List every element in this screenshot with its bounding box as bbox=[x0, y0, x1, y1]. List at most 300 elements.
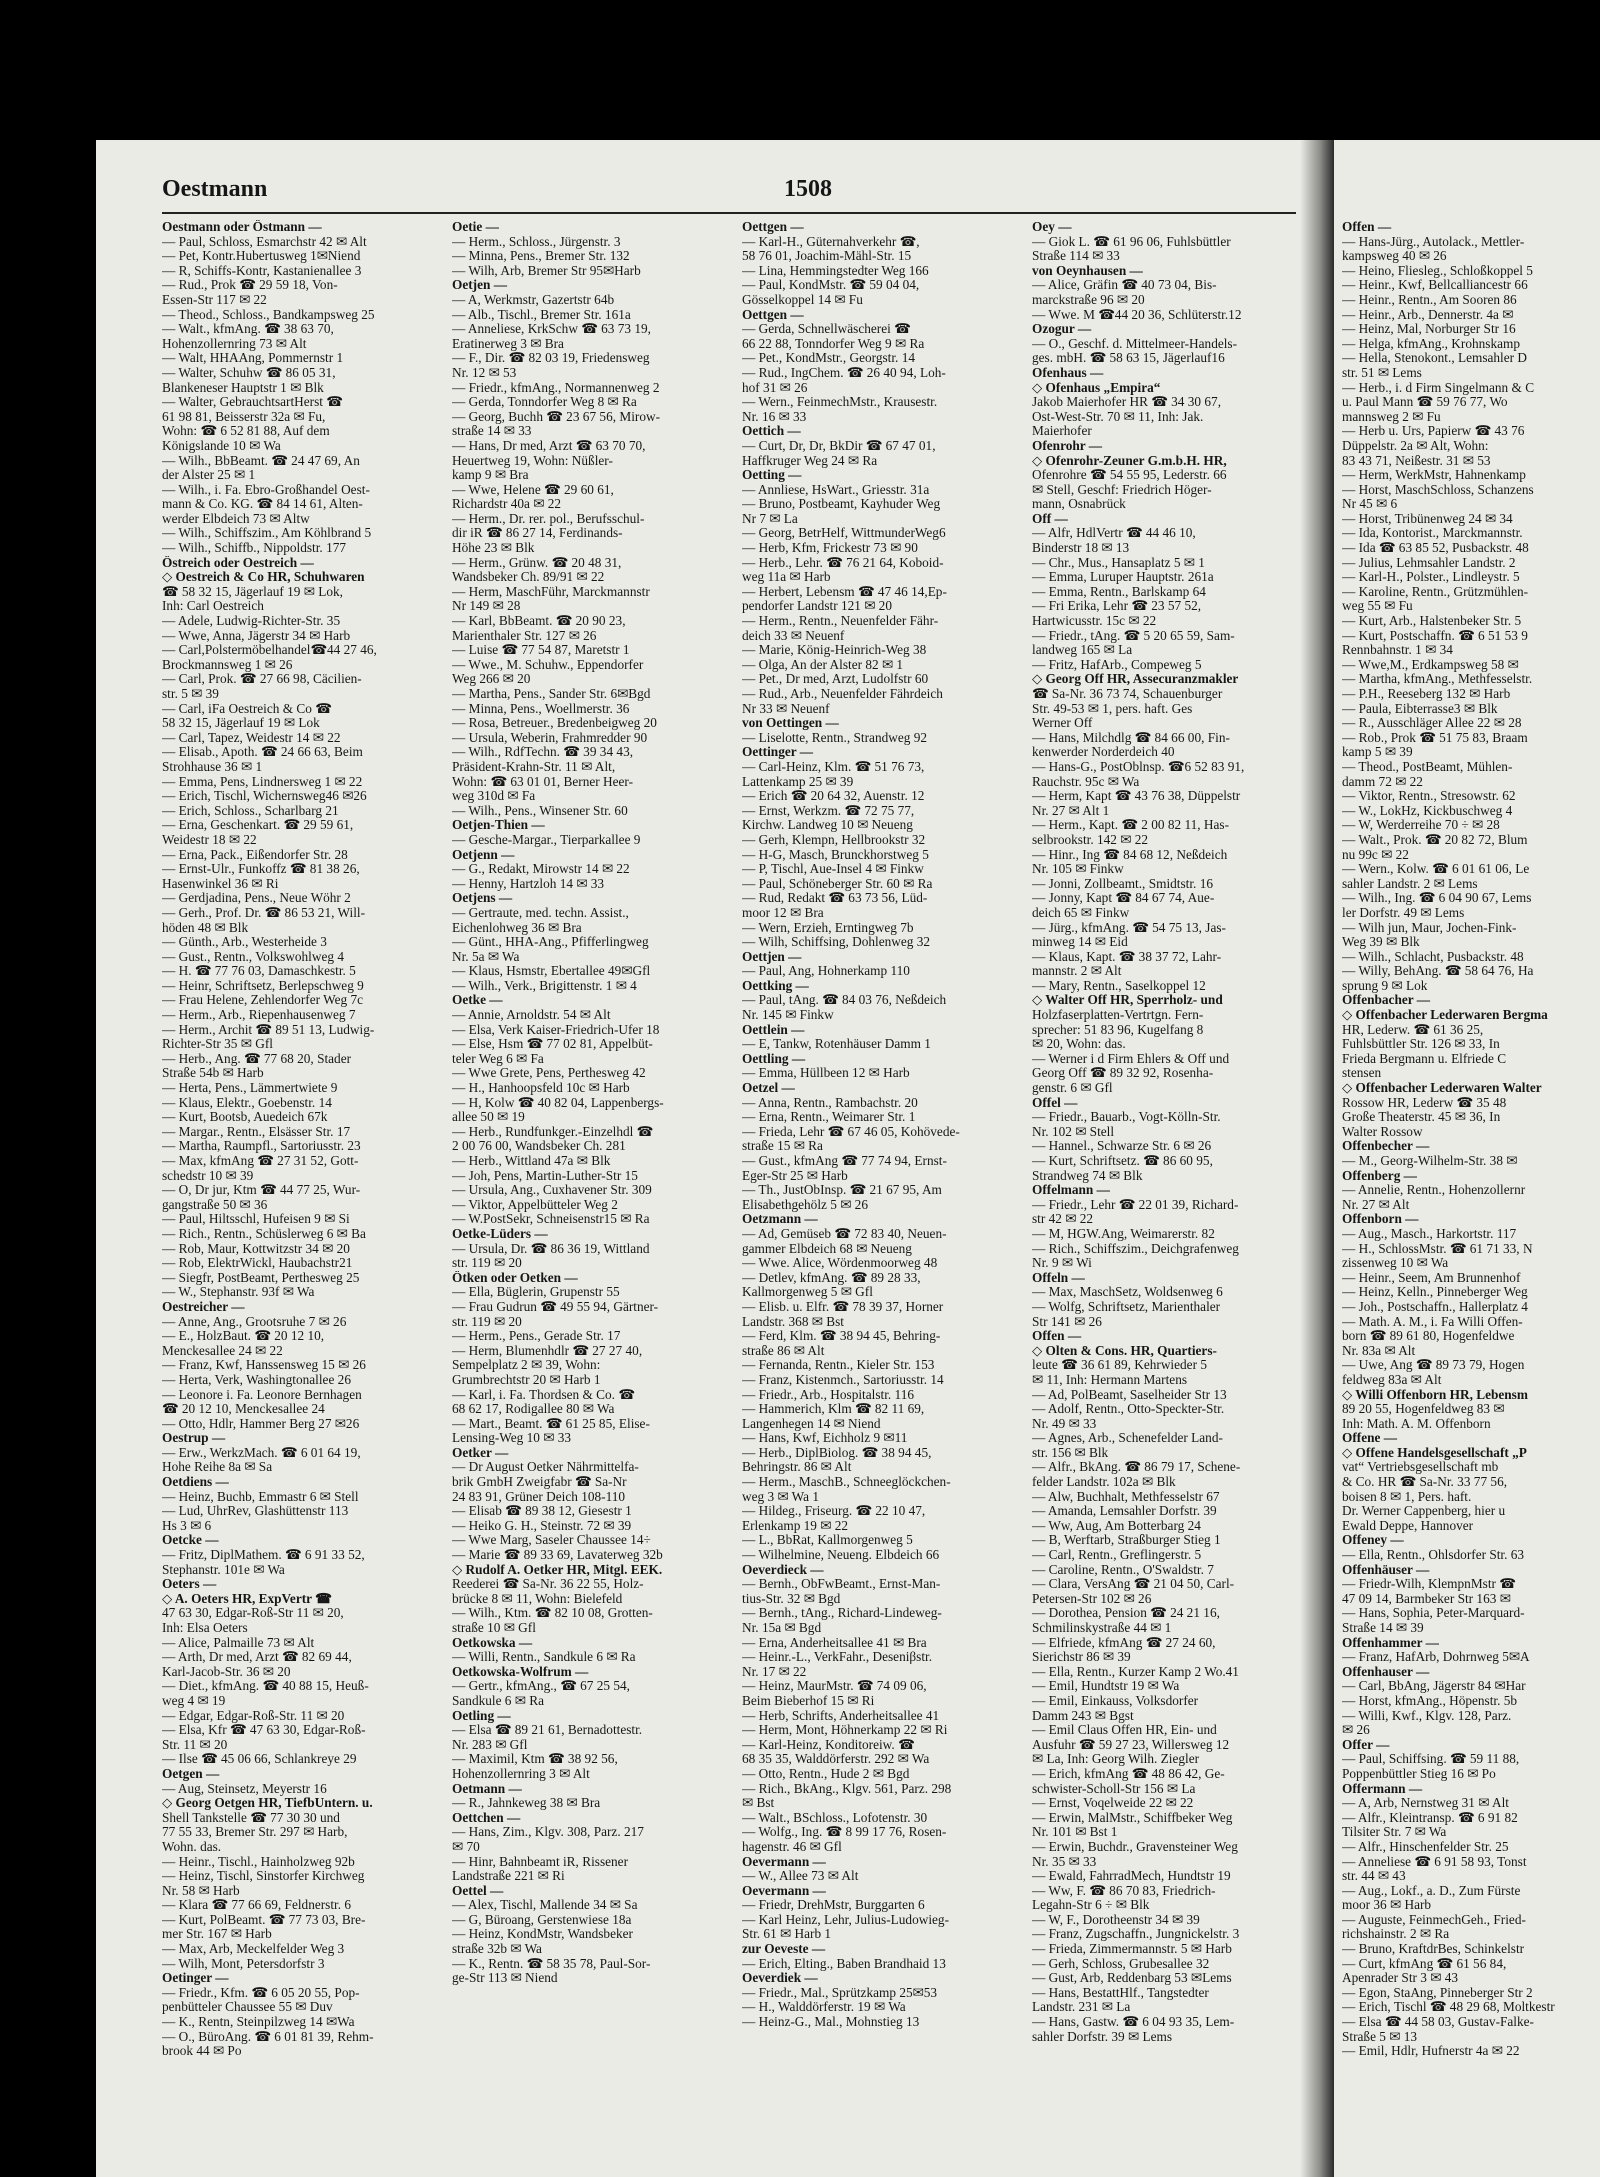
directory-entry-line: Ost-West-Str. 70 ✉ 11, Inh: Jak. bbox=[1032, 409, 1204, 424]
directory-entry-line: — Günt., HHA-Ang., Pfifferlingweg bbox=[452, 935, 649, 950]
directory-entry-line: 24 83 91, Grüner Deich 108-110 bbox=[452, 1489, 626, 1504]
directory-entry-line: nu 99c ✉ 22 bbox=[1342, 847, 1409, 862]
directory-entry-line: ler Dorfstr. 49 ✉ Lems bbox=[1342, 905, 1465, 920]
directory-entry-line: Ausfuhr ☎ 59 27 23, Willersweg 12 bbox=[1032, 1737, 1230, 1752]
directory-entry-line: — Karoline, Rentn., Grützmühlen- bbox=[1342, 584, 1529, 599]
directory-entry-line: Rossow HR, Lederw ☎ 35 48 bbox=[1342, 1095, 1507, 1110]
directory-entry-line: Landstr. 231 ✉ La bbox=[1032, 2000, 1131, 2015]
directory-entry-line: damm 72 ✉ 22 bbox=[1342, 774, 1423, 789]
directory-entry-line: — Hammerich, Klm ☎ 82 11 69, bbox=[742, 1402, 925, 1417]
directory-entry-line: — Joh, Pens, Martin-Luther-Str 15 bbox=[452, 1168, 638, 1183]
surname-heading: Offenborn — bbox=[1342, 1212, 1419, 1227]
directory-entry-line: — Ad, Gemüseb ☎ 72 83 40, Neuen- bbox=[742, 1226, 947, 1241]
directory-entry-line: Essen-Str 117 ✉ 22 bbox=[162, 292, 267, 307]
directory-entry-line: — Carl, Prok. ☎ 27 66 98, Cäcilien- bbox=[162, 672, 362, 687]
directory-entry-line: 58 32 15, Jägerlauf 19 ✉ Lok bbox=[162, 716, 320, 731]
directory-entry-line: Hs 3 ✉ 6 bbox=[162, 1518, 212, 1533]
directory-entry-line: Shell Tankstelle ☎ 77 30 30 und bbox=[162, 1810, 340, 1825]
directory-entry-line: — K., Rentn. ☎ 58 35 78, Paul-Sor- bbox=[452, 1956, 651, 1971]
directory-entry-line: weg 3 ✉ Wa 1 bbox=[742, 1489, 820, 1504]
directory-entry-line: — M., Georg-Wilhelm-Str. 38 ✉ bbox=[1342, 1154, 1518, 1168]
directory-entry-line: — Gerdjadina, Pens., Neue Wöhr 2 bbox=[162, 891, 351, 906]
directory-entry-line: — Ewald, FahrradMech, Hundtstr 19 bbox=[1032, 1869, 1231, 1884]
directory-entry-line: — Dorothea, Pension ☎ 24 21 16, bbox=[1032, 1606, 1220, 1621]
directory-entry-line: — F., Dir. ☎ 82 03 19, Friedensweg bbox=[452, 351, 650, 366]
directory-entry-line: — Horst, MaschSchloss, Schanzens bbox=[1342, 482, 1534, 497]
directory-entry-line: — Erich, Tischl ☎ 48 29 68, Moltkestr bbox=[1342, 2000, 1555, 2015]
directory-entry-line: — Ida ☎ 63 85 52, Pusbackstr. 48 bbox=[1342, 541, 1529, 556]
directory-entry-line: Sandkule 6 ✉ Ra bbox=[452, 1693, 545, 1708]
directory-entry-line: Blankeneser Hauptstr 1 ✉ Blk bbox=[162, 380, 324, 395]
directory-entry-line: — Frieda, Zimmermannstr. 5 ✉ Harb bbox=[1032, 1942, 1232, 1957]
directory-entry-line: vat“ Vertriebsgesellschaft mb bbox=[1342, 1460, 1499, 1475]
directory-entry-line: Inh: Carl Oestreich bbox=[162, 599, 264, 614]
surname-heading: Oettlein — bbox=[742, 1022, 805, 1037]
directory-entry-line: penbütteler Chaussee 55 ✉ Duv bbox=[162, 2000, 333, 2015]
directory-entry-line: — Ernst-Ulr., Funkoffz ☎ 81 38 26, bbox=[162, 862, 360, 877]
directory-entry-line: Nr. 58 ✉ Harb bbox=[162, 1883, 240, 1898]
directory-entry-line: — Chr., Mus., Hansaplatz 5 ✉ 1 bbox=[1032, 555, 1205, 570]
directory-entry-line: deich 65 ✉ Finkw bbox=[1032, 905, 1130, 920]
directory-entry-line: — Carl, iFa Oestreich & Co ☎ bbox=[162, 701, 332, 716]
directory-entry-line: 68 62 17, Rodigallee 80 ✉ Wa bbox=[452, 1402, 615, 1417]
surname-heading: Oetjen — bbox=[452, 278, 508, 293]
surname-heading: Offenbacher — bbox=[1342, 993, 1431, 1008]
directory-entry-line: Georg Off ☎ 89 32 92, Rosenha- bbox=[1032, 1066, 1214, 1081]
directory-entry-line: — Max, kfmAng ☎ 27 31 52, Gott- bbox=[162, 1154, 359, 1168]
directory-entry-line: Tilsiter Str. 7 ✉ Wa bbox=[1342, 1825, 1447, 1840]
directory-entry-line: ✉ 70 bbox=[452, 1839, 480, 1854]
directory-entry-line: — Paul, Schöneberger Str. 60 ✉ Ra bbox=[742, 876, 933, 891]
directory-entry-line: — Wern., Kolw. ☎ 6 01 61 06, Le bbox=[1342, 862, 1530, 877]
directory-entry-line: — Martha, Raumpfl., Sartoriusstr. 23 bbox=[162, 1139, 361, 1154]
directory-entry-line: Legahn-Str 6 ÷ ✉ Blk bbox=[1032, 1898, 1150, 1913]
directory-entry-line: 47 63 30, Edgar-Roß-Str 11 ✉ 20, bbox=[162, 1606, 344, 1621]
directory-entry-line: — Wilh, Arb, Bremer Str 95✉Harb bbox=[452, 263, 641, 278]
directory-entry-line: str. 119 ✉ 20 bbox=[452, 1256, 522, 1271]
directory-entry-line: — Aug., Masch., Harkortstr. 117 bbox=[1342, 1226, 1517, 1241]
directory-entry-line: weg 4 ✉ 19 bbox=[162, 1693, 226, 1708]
directory-entry-line: — Ferd, Klm. ☎ 38 94 45, Behring- bbox=[742, 1329, 941, 1344]
directory-entry-line: kamp 9 ✉ Bra bbox=[452, 468, 529, 483]
directory-entry-line: — Heino, Fliesleg., Schloßkoppel 5 bbox=[1342, 263, 1533, 278]
directory-entry-line: — Alex, Tischl, Mallende 34 ✉ Sa bbox=[452, 1898, 638, 1913]
directory-entry-line: marckstraße 96 ✉ 20 bbox=[1032, 292, 1145, 307]
directory-entry-line: schwister-Scholl-Str 156 ✉ La bbox=[1032, 1781, 1196, 1796]
directory-entry-line: — Annie, Arnoldstr. 54 ✉ Alt bbox=[452, 1008, 611, 1023]
directory-entry-line: — H, Kolw ☎ 40 82 04, Lappenbergs- bbox=[452, 1095, 664, 1110]
directory-entry-line: — Willi, Rentn., Sandkule 6 ✉ Ra bbox=[452, 1650, 636, 1665]
surname-heading: Offenbecher — bbox=[1342, 1139, 1430, 1154]
directory-entry-line: zissenweg 10 ✉ Wa bbox=[1342, 1256, 1449, 1271]
directory-entry-line: — Rud., Prok ☎ 29 59 18, Von- bbox=[162, 278, 338, 293]
directory-entry-line: Jakob Maierhofer HR ☎ 34 30 67, bbox=[1032, 395, 1222, 410]
directory-entry-line: — Karl, BbBeamt. ☎ 20 90 23, bbox=[452, 614, 626, 629]
directory-entry-line: — Carl, Tapez, Weidestr 14 ✉ 22 bbox=[162, 730, 341, 745]
directory-entry-line: Dr. Werner Cappenberg, hier u bbox=[1342, 1504, 1506, 1519]
directory-entry-line: — Ww, Aug, Am Botterbarg 24 bbox=[1032, 1518, 1201, 1533]
directory-entry-line: Maierhofer bbox=[1032, 424, 1092, 439]
directory-entry-line: — Horst, kfmAng., Höpenstr. 5b bbox=[1342, 1693, 1518, 1708]
directory-entry-line: Eger-Str 25 ✉ Harb bbox=[742, 1168, 848, 1183]
directory-entry-line: 2 00 76 00, Wandsbeker Ch. 281 bbox=[452, 1139, 626, 1154]
directory-entry-line: — Heinz, MaurMstr. ☎ 74 09 06, bbox=[742, 1679, 927, 1694]
directory-entry-line: — Heinz-G., Mal., Mohnstieg 13 bbox=[742, 2015, 920, 2030]
directory-entry-line: — Emil Claus Offen HR, Ein- und bbox=[1032, 1723, 1217, 1738]
header-rule bbox=[162, 212, 1296, 214]
directory-entry-line: 61 98 81, Beisserstr 32a ✉ Fu, bbox=[162, 409, 326, 424]
directory-entry-line: hagenstr. 46 ✉ Gfl bbox=[742, 1839, 842, 1854]
directory-entry-line: — Wilh., BbBeamt. ☎ 24 47 69, An bbox=[162, 453, 360, 468]
directory-entry-line: — Else, Hsm ☎ 77 02 81, Appelbüt- bbox=[452, 1037, 653, 1052]
directory-entry-line: — Uwe, Ang ☎ 89 73 79, Hogen bbox=[1342, 1358, 1525, 1373]
directory-entry-line: — A, Werkmstr, Gazertstr 64b bbox=[452, 292, 615, 307]
directory-entry-line: — Georg, Buchh ☎ 23 67 56, Mirow- bbox=[452, 409, 660, 424]
directory-entry-line: HR, Lederw. ☎ 61 36 25, bbox=[1342, 1022, 1484, 1037]
directory-entry-line: höden 48 ✉ Blk bbox=[162, 920, 249, 935]
surname-heading: Offenhammer — bbox=[1342, 1635, 1439, 1650]
directory-entry-line: — A, Arb, Nernstweg 31 ✉ Alt bbox=[1342, 1796, 1510, 1811]
directory-entry-line: schedstr 10 ✉ 39 bbox=[162, 1168, 254, 1183]
directory-column-2 bbox=[452, 220, 722, 2160]
directory-entry-line: — Wilh., RdfTechn. ☎ 39 34 43, bbox=[452, 745, 634, 760]
directory-entry-line: — Franz, Kwf, Hanssensweg 15 ✉ 26 bbox=[162, 1358, 366, 1373]
directory-entry-line: — Fritz, DiplMathem. ☎ 6 91 33 52, bbox=[162, 1548, 365, 1563]
surname-heading: Oetzmann — bbox=[742, 1212, 818, 1227]
directory-entry-line: — Gust., kfmAng ☎ 77 74 94, Ernst- bbox=[742, 1154, 947, 1168]
directory-entry-line: — Viktor, Appelbütteler Weg 2 bbox=[452, 1197, 618, 1212]
directory-entry-line: — Erw., WerkzMach. ☎ 6 01 64 19, bbox=[162, 1445, 361, 1460]
directory-columns bbox=[162, 220, 1312, 2160]
directory-entry-line: Hasenwinkel 36 ✉ Ri bbox=[162, 876, 279, 891]
surname-heading: Oettchen — bbox=[452, 1810, 521, 1825]
directory-entry-line: — Ida, Kontorist., Marckmannstr. bbox=[1342, 526, 1523, 541]
directory-entry-line: — Emma, Rentn., Barlskamp 64 bbox=[1032, 584, 1206, 599]
directory-entry-line: — Henny, Hartzloh 14 ✉ 33 bbox=[452, 876, 605, 891]
directory-entry-line: — H., Hanhoopsfeld 10c ✉ Harb bbox=[452, 1081, 630, 1096]
directory-entry-line: Str. 11 ✉ 20 bbox=[162, 1737, 228, 1752]
directory-entry-line: — Herm., Dr. rer. pol., Berufsschul- bbox=[452, 511, 645, 526]
directory-entry-line: — Günth., Arb., Westerheide 3 bbox=[162, 935, 327, 950]
directory-entry-line: ✉ 20, Wohn: das. bbox=[1032, 1037, 1126, 1052]
directory-entry-line: hof 31 ✉ 26 bbox=[742, 380, 808, 395]
directory-entry-line: — K., Rentn, Steinpilzweg 14 ✉Wa bbox=[162, 2015, 355, 2030]
surname-heading: Off — bbox=[1032, 511, 1068, 526]
directory-entry-line: — Herb, Schrifts, Anderheitsallee 41 bbox=[742, 1708, 940, 1723]
directory-entry-line: — Elisab ☎ 89 38 12, Giesestr 1 bbox=[452, 1504, 632, 1519]
directory-entry-line: Nr. 35 ✉ 33 bbox=[1032, 1854, 1097, 1869]
surname-heading: Oetke — bbox=[452, 993, 503, 1008]
directory-entry-line: — Paul, Ang, Hohnerkamp 110 bbox=[742, 964, 910, 979]
directory-entry-line: Sierichstr 86 ✉ 39 bbox=[1032, 1650, 1131, 1665]
directory-entry-line: — Max, Arb, Meckelfelder Weg 3 bbox=[162, 1942, 345, 1957]
directory-entry-line: — Theod., PostBeamt, Mühlen- bbox=[1342, 759, 1513, 774]
directory-entry-line: — Ella, Rentn., Kurzer Kamp 2 Wo.41 bbox=[1032, 1664, 1239, 1679]
directory-entry-line: — R., Ausschläger Allee 22 ✉ 28 bbox=[1342, 716, 1522, 731]
directory-entry-line: — Viktor, Rentn., Stresowstr. 62 bbox=[1342, 789, 1516, 804]
directory-entry-line: — Detlev, kfmAng. ☎ 89 28 33, bbox=[742, 1270, 921, 1285]
surname-heading: Ötken oder Oetken — bbox=[452, 1270, 578, 1285]
directory-entry-line: — Th., JustObInsp. ☎ 21 67 95, Am bbox=[742, 1183, 942, 1198]
directory-entry-line: — Minna, Pens., Bremer Str. 132 bbox=[452, 249, 630, 264]
directory-entry-line: — Herb u. Urs, Papierw ☎ 43 76 bbox=[1342, 424, 1525, 439]
directory-entry-line: ◇ Willi Offenborn HR, Lebensm bbox=[1342, 1387, 1528, 1402]
directory-entry-line: — Karl Heinz, Lehr, Julius-Ludowieg- bbox=[742, 1912, 949, 1927]
directory-entry-line: — Emil, Einkauss, Volksdorfer bbox=[1032, 1693, 1199, 1708]
directory-entry-line: — Herm, Blumenhdlr ☎ 27 27 40, bbox=[452, 1343, 643, 1358]
directory-entry-line: — Herb, Kfm, Frickestr 73 ✉ 90 bbox=[742, 541, 918, 556]
directory-entry-line: — Anneliese ☎ 6 91 58 93, Tonst bbox=[1342, 1854, 1527, 1869]
directory-entry-line: Kallmorgenweg 5 ✉ Gfl bbox=[742, 1285, 873, 1300]
directory-entry-line: — Heinr, Schriftsetz, Berlepschweg 9 bbox=[162, 978, 364, 993]
directory-entry-line: Straße 114 ✉ 33 bbox=[1032, 249, 1120, 264]
directory-entry-line: Menckesallee 24 ✉ 22 bbox=[162, 1343, 283, 1358]
directory-entry-line: — Wilh., Schiffb., Nippoldstr. 177 bbox=[162, 541, 347, 556]
directory-entry-line: — Annelie, Rentn., Hohenzollernr bbox=[1342, 1183, 1526, 1198]
directory-entry-line: 47 09 14, Barmbeker Str 163 ✉ bbox=[1342, 1591, 1511, 1606]
directory-entry-line: — Edgar, Edgar-Roß-Str. 11 ✉ 20 bbox=[162, 1708, 345, 1723]
surname-heading: Oettich — bbox=[742, 424, 801, 439]
directory-entry-line: ◇ Ofenrohr-Zeuner G.m.b.H. HR, bbox=[1032, 453, 1227, 468]
directory-entry-line: — Herm., MaschB., Schneeglöckchen- bbox=[742, 1475, 951, 1490]
directory-entry-line: — Wwe, Anna, Jägerstr 34 ✉ Harb bbox=[162, 628, 351, 643]
directory-entry-line: mannstr. 2 ✉ Alt bbox=[1032, 964, 1122, 979]
directory-entry-line: — Erwin, Buchdr., Gravensteiner Weg bbox=[1032, 1839, 1238, 1854]
directory-entry-line: — Anneliese, KrkSchw ☎ 63 73 19, bbox=[452, 322, 652, 337]
directory-entry-line: feldweg 83a ✉ Alt bbox=[1342, 1372, 1442, 1387]
surname-heading: Oettking — bbox=[742, 978, 809, 993]
directory-entry-line: Strandweg 74 ✉ Blk bbox=[1032, 1168, 1143, 1183]
directory-entry-line: Eichenlohweg 36 ✉ Bra bbox=[452, 920, 582, 935]
surname-heading: Offel — bbox=[1032, 1095, 1078, 1110]
directory-entry-line: — Walt, HHAAng, Pommernstr 1 bbox=[162, 351, 344, 366]
directory-entry-line: Nr 149 ✉ 28 bbox=[452, 599, 521, 614]
directory-entry-line: — Hans, Zim., Klgv. 308, Parz. 217 bbox=[452, 1825, 644, 1840]
directory-entry-line: — O, Dr jur, Ktm ☎ 44 77 25, Wur- bbox=[162, 1183, 361, 1198]
surname-heading: Oettling — bbox=[742, 1051, 806, 1066]
directory-entry-line: — R., Jahnkeweg 38 ✉ Bra bbox=[452, 1796, 601, 1811]
directory-entry-line: gangstraße 50 ✉ 36 bbox=[162, 1197, 268, 1212]
directory-entry-line: ◇ Offene Handelsgesellschaft „P bbox=[1342, 1445, 1527, 1460]
directory-entry-line: — Hinr., Ing ☎ 84 68 12, Neßdeich bbox=[1032, 847, 1228, 862]
directory-entry-line: Hartwicusstr. 15c ✉ 22 bbox=[1032, 614, 1157, 629]
directory-entry-line: — Jonni, Zollbeamt., Smidtstr. 16 bbox=[1032, 876, 1213, 891]
directory-entry-line: — Auguste, FeinmechGeh., Fried- bbox=[1342, 1912, 1526, 1927]
directory-entry-line: — Friedr., Arb., Hospitalstr. 116 bbox=[742, 1387, 914, 1402]
directory-entry-line: mannsweg 2 ✉ Fu bbox=[1342, 409, 1441, 424]
directory-entry-line: Weidestr 18 ✉ 22 bbox=[162, 832, 257, 847]
directory-entry-line: — Frau Helene, Zehlendorfer Weg 7c bbox=[162, 993, 364, 1008]
directory-entry-line: — Alfr., BkAng. ☎ 86 79 17, Schene- bbox=[1032, 1460, 1241, 1475]
directory-entry-line: — Heinr., Rentn., Am Sooren 86 bbox=[1342, 292, 1517, 307]
directory-entry-line: Beim Bieberhof 15 ✉ Ri bbox=[742, 1693, 875, 1708]
directory-entry-line: straße 32b ✉ Wa bbox=[452, 1942, 542, 1957]
directory-entry-line: — Wwe,M., Erdkampsweg 58 ✉ bbox=[1342, 657, 1519, 672]
directory-entry-line: ◇ A. Oeters HR, ExpVertr ☎ bbox=[162, 1591, 332, 1606]
directory-entry-line: — Klaus, Kapt. ☎ 38 37 72, Lahr- bbox=[1032, 949, 1222, 964]
directory-entry-line: — Paul, Schloss, Esmarchstr 42 ✉ Alt bbox=[162, 234, 367, 249]
directory-entry-line: — Rob., Prok ☎ 51 75 83, Braam bbox=[1342, 730, 1528, 745]
directory-entry-line: Nr. 27 ✉ Alt 1 bbox=[1032, 803, 1110, 818]
directory-entry-line: — E., HolzBaut. ☎ 20 12 10, bbox=[162, 1329, 325, 1344]
directory-entry-line: — Agnes, Arb., Schenefelder Land- bbox=[1032, 1431, 1223, 1446]
surname-heading: Oetker — bbox=[452, 1445, 509, 1460]
directory-entry-line: — Elsa ☎ 44 58 03, Gustav-Falke- bbox=[1342, 2015, 1534, 2030]
directory-entry-line: Kirchw. Landweg 10 ✉ Neueng bbox=[742, 818, 913, 833]
directory-entry-line: — Karl-H., Güternahverkehr ☎, bbox=[742, 234, 920, 249]
directory-entry-line: Eratinerweg 3 ✉ Bra bbox=[452, 336, 564, 351]
directory-entry-line: — Wilh., Schlacht, Pusbackstr. 48 bbox=[1342, 949, 1524, 964]
directory-entry-line: — Franz, Kistenmch., Sartoriusstr. 14 bbox=[742, 1372, 944, 1387]
directory-entry-line: — Marie ☎ 89 33 69, Lavaterweg 32b bbox=[452, 1548, 663, 1563]
directory-entry-line: gammer Elbdeich 68 ✉ Neueng bbox=[742, 1241, 912, 1256]
directory-entry-line: — Bernh., ObFwBeamt., Ernst-Man- bbox=[742, 1577, 941, 1592]
directory-entry-line: 83 43 71, Neißestr. 31 ✉ 53 bbox=[1342, 453, 1491, 468]
directory-entry-line: — Aug., Lokf., a. D., Zum Fürste bbox=[1342, 1883, 1521, 1898]
surname-heading: Oettjen — bbox=[742, 949, 802, 964]
directory-entry-line: — Elisb. u. Elfr. ☎ 78 39 37, Horner bbox=[742, 1299, 944, 1314]
directory-entry-line: — Arth, Dr med, Arzt ☎ 82 69 44, bbox=[162, 1650, 352, 1665]
directory-entry-line: Wohn. das. bbox=[162, 1839, 222, 1854]
surname-heading: Oetdiens — bbox=[162, 1475, 229, 1490]
directory-entry-line: Apenrader Str 3 ✉ 43 bbox=[1342, 1971, 1459, 1986]
directory-entry-line: — Herb., DiplBiolog. ☎ 38 94 45, bbox=[742, 1445, 932, 1460]
directory-entry-line: Stephanstr. 101e ✉ Wa bbox=[162, 1562, 285, 1577]
directory-entry-line: — Hans-Jürg., Autolack., Mettler- bbox=[1342, 234, 1525, 249]
directory-entry-line: ◇ Olten & Cons. HR, Quartiers- bbox=[1032, 1343, 1217, 1358]
surname-heading: Offen — bbox=[1342, 220, 1392, 234]
directory-entry-line: — Theod., Schloss., Bandkampsweg 25 bbox=[162, 307, 375, 322]
directory-entry-line: — Hildeg., Friseurg. ☎ 22 10 47, bbox=[742, 1504, 926, 1519]
directory-entry-line: — Walt., Prok. ☎ 20 82 72, Blum bbox=[1342, 832, 1528, 847]
directory-entry-line: — Herm., Arb., Riepenhausenweg 7 bbox=[162, 1008, 356, 1023]
directory-entry-line: — Bruno, Postbeamt, Kayhuder Weg bbox=[742, 497, 941, 512]
directory-entry-line: — E, Tankw, Rotenhäuser Damm 1 bbox=[742, 1037, 931, 1052]
surname-heading: Oetjen-Thien — bbox=[452, 818, 545, 833]
directory-entry-line: — Marie, König-Heinrich-Weg 38 bbox=[742, 643, 927, 658]
directory-entry-line: — Walt., kfmAng. ☎ 38 63 70, bbox=[162, 322, 334, 337]
directory-entry-line: Lensing-Weg 10 ✉ 33 bbox=[452, 1431, 572, 1446]
directory-entry-line: — Heinr., Tischl., Hainholzweg 92b bbox=[162, 1854, 355, 1869]
directory-entry-line: Präsident-Krahn-Str. 11 ✉ Alt, bbox=[452, 759, 616, 774]
directory-entry-line: — Ad, PolBeamt, Saselheider Str 13 bbox=[1032, 1387, 1227, 1402]
directory-entry-line: — Heiko G. H., Steinstr. 72 ✉ 39 bbox=[452, 1518, 632, 1533]
directory-entry-line: Große Theaterstr. 45 ✉ 36, In bbox=[1342, 1110, 1501, 1125]
directory-entry-line: — Erich, Tischl, Wichernsweg46 ✉26 bbox=[162, 789, 367, 804]
directory-entry-line: — Erna, Rentn., Weimarer Str. 1 bbox=[742, 1110, 916, 1125]
directory-entry-line: ◇ Offenbacher Lederwaren Walter bbox=[1342, 1081, 1542, 1096]
book-gutter bbox=[1300, 140, 1334, 2177]
directory-entry-line: mann, Osnabrück bbox=[1032, 497, 1126, 512]
directory-entry-line: Ewald Deppe, Hannover bbox=[1342, 1518, 1474, 1533]
directory-entry-line: — Luise ☎ 77 54 87, Maretstr 1 bbox=[452, 643, 630, 658]
directory-entry-line: — Amanda, Lemsahler Dorfstr. 39 bbox=[1032, 1504, 1217, 1519]
directory-entry-line: — H., SchlossMstr. ☎ 61 71 33, N bbox=[1342, 1241, 1533, 1256]
surname-heading: Oetkowska — bbox=[452, 1635, 533, 1650]
directory-entry-line: — W., Stephanstr. 93f ✉ Wa bbox=[162, 1285, 315, 1300]
directory-entry-line: — Frau Gudrun ☎ 49 55 94, Gärtner- bbox=[452, 1299, 659, 1314]
directory-entry-line: ◇ Georg Off HR, Assecuranzmakler bbox=[1032, 672, 1239, 687]
directory-entry-line: — Gertraute, med. techn. Assist., bbox=[452, 905, 629, 920]
surname-heading: Oetke-Lüders — bbox=[452, 1226, 548, 1241]
directory-entry-line: — Walt., BSchloss., Lofotenstr. 30 bbox=[742, 1810, 928, 1825]
directory-entry-line: — Maximil, Ktm ☎ 38 92 56, bbox=[452, 1752, 618, 1767]
left-directory-page bbox=[96, 140, 1326, 2177]
page-number: 1508 bbox=[784, 176, 832, 202]
directory-entry-line: 66 22 88, Tonndorfer Weg 9 ✉ Ra bbox=[742, 336, 925, 351]
directory-entry-line: — Mart., Beamt. ☎ 61 25 85, Elise- bbox=[452, 1416, 650, 1431]
directory-entry-line: — Elsa, Kfr ☎ 47 63 30, Edgar-Roß- bbox=[162, 1723, 366, 1738]
directory-entry-line: — Karl-H., Polster., Lindleystr. 5 bbox=[1342, 570, 1520, 585]
directory-entry-line: ◇ Offenbacher Lederwaren Bergma bbox=[1342, 1008, 1548, 1023]
directory-entry-line: Nr. 102 ✉ Stell bbox=[1032, 1124, 1115, 1139]
directory-entry-line: Nr. 12 ✉ 53 bbox=[452, 365, 517, 380]
directory-entry-line: sprecher: 51 83 96, Kugelfang 8 bbox=[1032, 1022, 1204, 1037]
directory-entry-line: — Wilh., i. Fa. Ebro-Großhandel Oest- bbox=[162, 482, 370, 497]
directory-entry-line: — Heinr., Kwf, Bellcalliancestr 66 bbox=[1342, 278, 1528, 293]
directory-entry-line: Str 141 ✉ 26 bbox=[1032, 1314, 1102, 1329]
directory-entry-line: — Curt, Dr, Dr, BkDir ☎ 67 47 01, bbox=[742, 438, 936, 453]
directory-entry-line: Straße 5 ✉ 13 bbox=[1342, 2029, 1418, 2044]
directory-entry-line: — Erich, kfmAng ☎ 48 86 42, Ge- bbox=[1032, 1766, 1225, 1781]
directory-entry-line: kenwerder Norderdeich 40 bbox=[1032, 745, 1175, 760]
surname-heading: Oettgen — bbox=[742, 307, 804, 322]
directory-entry-line: Karl-Jacob-Str. 36 ✉ 20 bbox=[162, 1664, 291, 1679]
directory-entry-line: — Horst, Tribünenweg 24 ✉ 34 bbox=[1342, 511, 1513, 526]
directory-entry-line: — O., Geschf. d. Mittelmeer-Handels- bbox=[1032, 336, 1238, 351]
directory-entry-line: — Herm, WerkMstr, Hahnenkamp bbox=[1342, 468, 1526, 483]
directory-entry-line: — Pet., KondMstr., Georgstr. 14 bbox=[742, 351, 915, 366]
directory-entry-line: — Hans-G., PostOblnsp. ☎6 52 83 91, bbox=[1032, 759, 1245, 774]
surname-heading: Oetjenn — bbox=[452, 847, 515, 862]
surname-heading: Oestrup — bbox=[162, 1431, 226, 1446]
surname-heading: Oetcke — bbox=[162, 1533, 219, 1548]
directory-entry-line: Petersen-Str 102 ✉ 26 bbox=[1032, 1591, 1152, 1606]
directory-entry-line: — Dr August Oetker Nährmittelfa- bbox=[452, 1460, 639, 1475]
directory-entry-line: — Elfriede, kfmAng ☎ 27 24 60, bbox=[1032, 1635, 1216, 1650]
directory-entry-line: — Herb., Wittland 47a ✉ Blk bbox=[452, 1154, 611, 1168]
directory-entry-line: Landstr. 368 ✉ Bst bbox=[742, 1314, 845, 1329]
surname-heading: Oeters — bbox=[162, 1577, 217, 1592]
directory-entry-line: — Karl-Heinz, Konditoreiw. ☎ bbox=[742, 1737, 915, 1752]
directory-entry-line: — Hinr, Bahnbeamt iR, Rissener bbox=[452, 1854, 628, 1869]
directory-entry-line: — Gertr., kfmAng., ☎ 67 25 54, bbox=[452, 1679, 630, 1694]
directory-entry-line: Lattenkamp 25 ✉ 39 bbox=[742, 774, 854, 789]
directory-entry-line: — Georg, BetrHelf, WittmunderWeg6 bbox=[742, 526, 946, 541]
directory-entry-line: kampsweg 40 ✉ 26 bbox=[1342, 249, 1447, 264]
directory-entry-line: — P, Tischl, Aue-Insel 4 ✉ Finkw bbox=[742, 862, 924, 877]
directory-entry-line: Langenhegen 14 ✉ Niend bbox=[742, 1416, 881, 1431]
surname-heading: Oettel — bbox=[452, 1883, 504, 1898]
directory-entry-line: — Ursula, Ang., Cuxhavener Str. 309 bbox=[452, 1183, 652, 1198]
directory-entry-line: Nr 45 ✉ 6 bbox=[1342, 497, 1398, 512]
directory-entry-line: u. Paul Mann ☎ 59 76 77, Wo bbox=[1342, 395, 1508, 410]
directory-entry-line: — Ernst, Voqelweide 22 ✉ 22 bbox=[1032, 1796, 1194, 1811]
directory-entry-line: — Wilh., Ktm. ☎ 82 10 08, Grotten- bbox=[452, 1606, 653, 1621]
directory-entry-line: — Bernh., tAng., Richard-Lindeweg- bbox=[742, 1606, 942, 1621]
directory-entry-line: — Elsa, Verk Kaiser-Friedrich-Ufer 18 bbox=[452, 1022, 660, 1037]
directory-entry-line: — Heinr., Arb., Dennerstr. 4a ✉ bbox=[1342, 307, 1514, 322]
directory-entry-line: sahler Landstr. 2 ✉ Lems bbox=[1342, 876, 1478, 891]
directory-entry-line: minweg 14 ✉ Eid bbox=[1032, 935, 1128, 950]
surname-heading: zur Oeveste — bbox=[742, 1942, 826, 1957]
directory-entry-line: — Elsa ☎ 89 21 61, Bernadottestr. bbox=[452, 1723, 643, 1738]
surname-heading: Östreich oder Oestreich — bbox=[162, 555, 314, 570]
directory-entry-line: — Martha, kfmAng., Methfesselstr. bbox=[1342, 672, 1533, 687]
directory-entry-line: — Emma, Pens, Lindnersweg 1 ✉ 22 bbox=[162, 774, 363, 789]
directory-entry-line: ✉ 11, Inh: Hermann Martens bbox=[1032, 1372, 1188, 1387]
directory-entry-line: — Curt, kfmAng ☎ 61 56 84, bbox=[1342, 1956, 1507, 1971]
